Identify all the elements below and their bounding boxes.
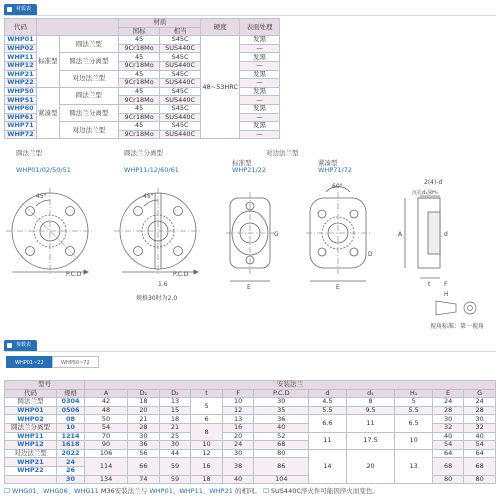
param-header-spec: 规格 xyxy=(57,389,85,398)
subtype-label: 圆法兰型 xyxy=(59,87,119,104)
material-code: WHP02 xyxy=(5,44,37,53)
col-hardness: 硬度 xyxy=(201,19,240,36)
col-type xyxy=(37,19,119,36)
drawing-code-square-compact: WHP71/72 xyxy=(318,166,352,174)
col-code: 代码 xyxy=(5,19,37,36)
subtype-label: 圆法兰型 xyxy=(59,36,119,53)
param-code: WHP21 xyxy=(5,458,57,467)
pcd-label-1: P.C.D xyxy=(66,271,82,278)
type-label: 圆法兰型 xyxy=(5,398,57,407)
gap-label: 1.6 xyxy=(158,281,168,288)
side-section-drawing xyxy=(405,196,440,278)
square-flange-compact-drawing xyxy=(306,187,370,281)
drawing-label-square: 对边法兰型 xyxy=(266,149,299,157)
group-label: 标准型 xyxy=(37,36,60,88)
type-label: 圆法兰分离型 xyxy=(5,423,57,432)
angle-45-label-1: 45° xyxy=(36,193,47,200)
pcd-label-2: P.C.D xyxy=(173,271,189,278)
dim-E-label-2: E xyxy=(336,284,340,291)
dim-F-label: F xyxy=(444,281,448,288)
material-code: WHP72 xyxy=(5,130,37,139)
col-equiv: 相当 xyxy=(159,27,201,36)
round-flange-drawing xyxy=(6,188,94,274)
drawing-code-square-std: WHP21/22 xyxy=(232,166,266,174)
split-flange-drawing xyxy=(114,188,202,274)
material-section-header xyxy=(4,4,496,16)
material-code: WHP51 xyxy=(5,96,37,105)
material-code: WHP61 xyxy=(5,113,37,122)
material-code: WHP01 xyxy=(5,36,37,45)
projection-symbol-icon xyxy=(436,301,476,315)
dim-D-label: D xyxy=(368,251,373,258)
param-code: WHP01 xyxy=(5,406,57,415)
subtype-label: 对边法兰型 xyxy=(59,70,119,87)
drawing-code-split: WHP11/12/60/61 xyxy=(124,166,179,174)
material-code: WHP60 xyxy=(5,104,37,113)
dim-d-label: d xyxy=(444,231,448,238)
dim-G-label: G xyxy=(274,231,279,238)
material-section-tab: 材质表 xyxy=(4,4,37,15)
group-label: 紧凑型 xyxy=(37,87,60,139)
material-code: WHP12 xyxy=(5,61,37,70)
tab-whp01-22[interactable]: WHP01~22 xyxy=(6,356,53,368)
dim-A-label: A xyxy=(398,231,403,238)
param-code: WHP22 xyxy=(5,466,57,475)
params-section-tab: 参数表 xyxy=(4,340,37,351)
dim-H-label: H xyxy=(444,291,449,298)
square-flange-standard-drawing xyxy=(226,192,274,281)
counterbore-label: 沉孔d₁深H₁ xyxy=(412,190,438,196)
footnote: ☐ WHG01、WHG06、WHG11 M36安装法兰与 WHP01、WHP11、WHP21 的相同。 ☐ SUS440C淬火件可能因淬火而变色。 xyxy=(4,487,379,495)
type-label: 对边法兰型 xyxy=(5,449,57,458)
footnote-check-icon: ☐ xyxy=(4,487,10,495)
slot-note: 规格30时为2.0 xyxy=(136,295,178,302)
material-code: WHP22 xyxy=(5,79,37,88)
angle-60-label: 60° xyxy=(332,183,343,190)
chamfer-label: 2(4)-d xyxy=(424,179,443,186)
drawing-label-compact: 紧凑型 xyxy=(318,159,338,167)
col-material: 材质 xyxy=(119,19,201,28)
params-section-header xyxy=(4,340,496,352)
subtype-label: 圆法兰分离型 xyxy=(59,53,119,70)
material-code: WHP11 xyxy=(5,53,37,62)
dim-t-label: t xyxy=(428,281,431,288)
drawings-svg xyxy=(0,136,500,341)
tab-whp50-72[interactable]: WHP50~72 xyxy=(52,356,99,368)
subtype-label: 对边法兰型 xyxy=(59,122,119,139)
footnote-check-icon: ☐ xyxy=(263,487,269,495)
material-code: WHP50 xyxy=(5,87,37,96)
param-header-flange: 安装法兰 xyxy=(85,381,496,390)
hardness-value: 48~53HRC xyxy=(201,36,240,139)
drawing-label-split: 圆法兰分离型 xyxy=(124,149,163,157)
param-code: WHP12 xyxy=(5,441,57,450)
param-header-model: 型号 xyxy=(5,381,85,390)
param-table: 型号 安装法兰 代码 规格 A D₁ D₂ t F P.C.D d d₁ H₁ E G 圆法兰型 0304 42 18 13 5 10 30 4.5 8 5 24 24 WHP01 0506 48 20 15 12 35 5.5 9.5 5.5 28 28 WHP02 08 50 21 18 6 13 36 6.6 11 6.5 30 30 圆法兰分离型 10 54 28 21 8 16 40 32 32 WHP11 1214 70 30 25 20 52 11 17.5 10 40 40 WHP12 1618 90 36 30 10 24 68 54 54 对边法兰型 2022 106 56 44 12 30 80 14 20 13 64 64 WHP21 24 114 66 59 16 38 86 68 68 WHP22 26 30 134 74 59 18 40 104 80 80 xyxy=(4,380,496,484)
col-surface: 表面处理 xyxy=(240,19,280,36)
col-gb: 国标 xyxy=(119,27,160,36)
subtype-label: 圆法兰分离型 xyxy=(59,104,119,121)
drawing-label-standard: 标准型 xyxy=(232,159,252,167)
drawing-code-round: WHP01/02/50/51 xyxy=(16,166,71,174)
material-code: WHP71 xyxy=(5,122,37,131)
param-code: WHP11 xyxy=(5,432,57,441)
material-code: WHP21 xyxy=(5,70,37,79)
view-note: 视角标准：第一视角 xyxy=(430,323,485,330)
param-code: WHP02 xyxy=(5,415,57,424)
drawing-label-round: 圆法兰型 xyxy=(16,149,42,157)
dim-E-label-1: E xyxy=(247,284,251,291)
param-header-code: 代码 xyxy=(5,389,57,398)
material-table: 代码 材质 硬度 表面处理 国标 相当 WHP01 标准型 圆法兰型 45 S45C 48~53HRC 发黑 WHP02 9Cr18Mo SUS440C — WHP11 圆法兰分离型 45 S45C 发黑 WHP12 9Cr18Mo SUS440C — WHP21 对边法兰型 45 S45C 发黑 WHP22 9Cr18Mo SUS440C — WHP50 紧凑型 圆法兰型 45 S45C 发黑 WHP51 9Cr18Mo SUS440C — WHP60 圆法兰分离型 45 S45C 发黑 WHP61 9Cr18Mo SUS440C — WHP71 对边法兰型 45 S45C 发黑 WHP72 9Cr18Mo SUS440C — xyxy=(4,18,280,139)
technical-drawings xyxy=(0,136,500,341)
angle-45-label-2: 45° xyxy=(143,193,154,200)
